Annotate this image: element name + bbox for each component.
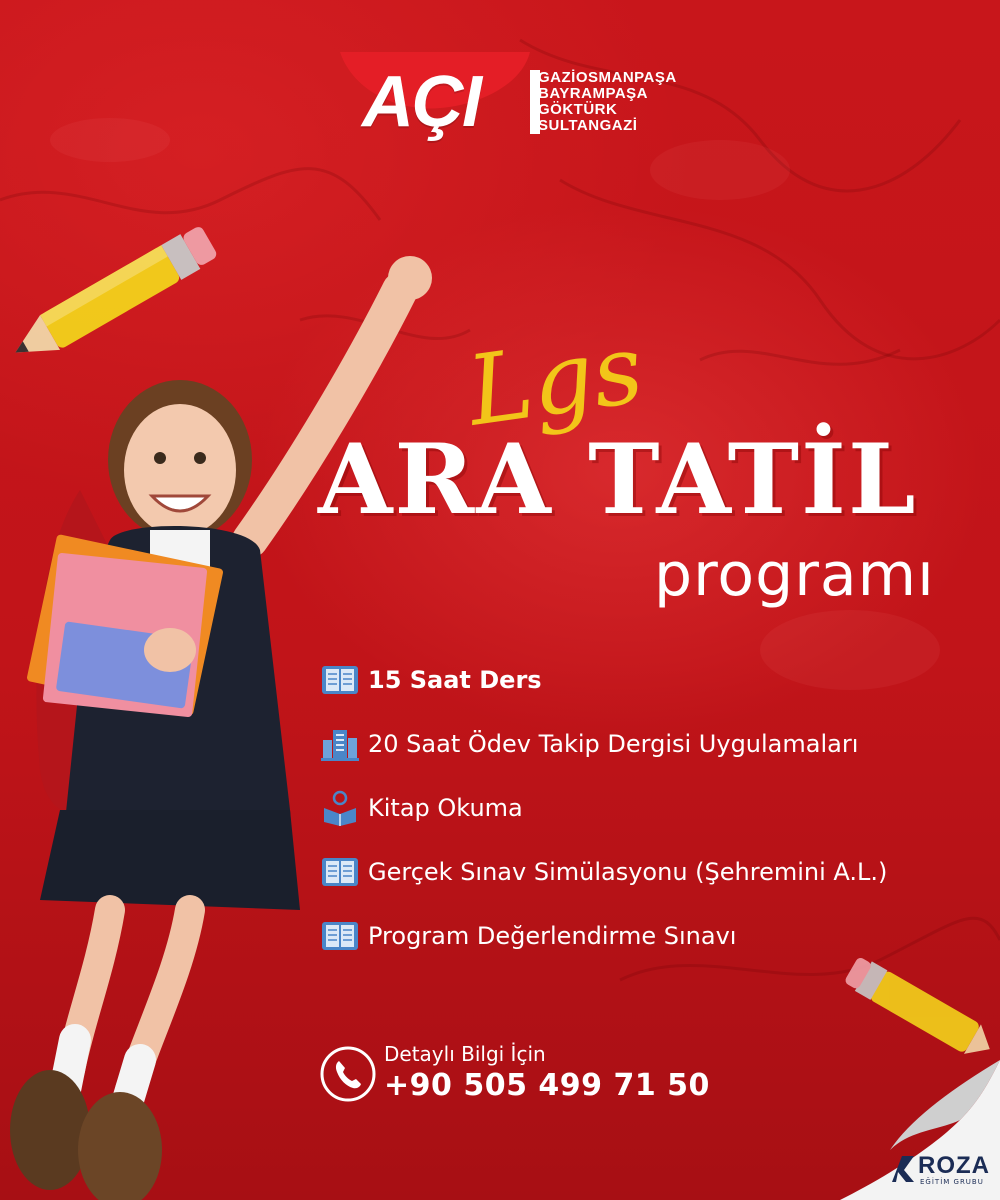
feature-text: Gerçek Sınav Simülasyonu (Şehremini A.L.)	[368, 858, 888, 886]
branch-list	[538, 70, 677, 134]
branch-name: GÖKTÜRK	[538, 101, 618, 118]
book-icon	[320, 662, 360, 698]
contact-label: Detaylı Bilgi İçin	[384, 1042, 546, 1066]
reading-person-icon	[320, 790, 360, 826]
page-subtitle: programı	[654, 540, 935, 610]
pencil-image	[840, 950, 1000, 1070]
feature-item	[320, 840, 980, 904]
roza-mark-icon	[890, 1154, 916, 1184]
phone-icon[interactable]	[318, 1044, 378, 1104]
branch-name: BAYRAMPAŞA	[538, 85, 649, 102]
feature-text: 15 Saat Ders	[368, 666, 542, 694]
roza-name: ROZA	[918, 1152, 990, 1179]
contact-block	[318, 1040, 718, 1110]
roza-logo	[890, 1152, 990, 1188]
feature-item	[320, 648, 980, 712]
feature-text: Program Değerlendirme Sınavı	[368, 922, 737, 950]
phone-number[interactable]: +90 505 499 71 50	[384, 1068, 710, 1103]
book-icon	[320, 854, 360, 890]
roza-subtitle: EĞİTİM GRUBU	[920, 1178, 984, 1186]
logo-wordmark: AÇI	[362, 62, 480, 142]
feature-item	[320, 712, 980, 776]
page-title: ARA TATİL	[318, 423, 918, 536]
aci-logo	[340, 52, 680, 152]
feature-item	[320, 776, 980, 840]
feature-text: 20 Saat Ödev Takip Dergisi Uygulamaları	[368, 730, 859, 758]
book-icon	[320, 918, 360, 954]
branch-name: SULTANGAZİ	[538, 117, 638, 134]
feature-text: Kitap Okuma	[368, 794, 523, 822]
branch-name: GAZİOSMANPAŞA	[538, 69, 677, 86]
lgs-script-title: Lgs	[461, 312, 650, 448]
building-icon	[320, 726, 360, 762]
feature-list	[320, 648, 980, 968]
feature-item	[320, 904, 980, 968]
